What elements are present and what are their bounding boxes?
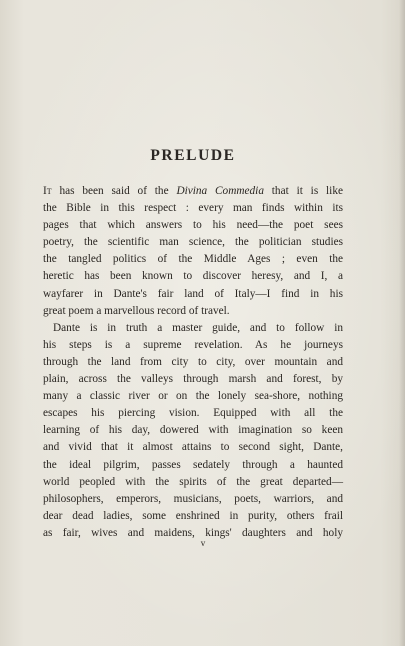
page-title: PRELUDE [150,147,236,164]
text-line: his steps is a supreme revelation. As he journeys [43,338,343,351]
drop-cap: It [43,185,52,197]
text-line: and vivid that it almost attains to second sight, Dante, [43,441,343,454]
text-line: the Bible in this respect : every man finds within its [43,202,343,215]
text-fragment: that it is like [263,185,343,197]
text-line: poetry, the scientific man science, the politician studies [43,236,343,249]
page-content [43,146,343,542]
text-line: great poem a marvellous record of travel. [43,304,230,317]
text-line: as fair, wives and maidens, kings' daughters and holy [43,526,343,539]
text-line: the ideal pilgrim, passes sedately through a haunted [43,458,343,471]
text-line: dear dead ladies, some enshrined in purity, others frail [43,509,343,522]
text-line: philosophers, emperors, musicians, poets, warriors, and [43,492,343,505]
text-line: escapes his piercing vision. Equipped with all the [43,407,343,420]
text-line: Dante is in truth a master guide, and to follow in [53,321,343,334]
text-fragment: has been said of the [51,185,177,197]
text-line: plain, across the valleys through marsh and forest, by [43,373,343,386]
text-line: heretic has been known to discover heresy, and I, a [43,270,343,283]
text-line: through the land from city to city, over mountain and [43,355,343,368]
text-line [43,183,343,200]
page-edge-shadow [399,0,405,646]
text-line: wayfarer in Dante's fair land of Italy—I find in his [43,287,343,300]
text-line: learning of his day, dowered with imagination so keen [43,424,343,437]
text-line: pages that which answers to his need—the poet sees [43,219,343,232]
text-line: world peopled with the spirits of the great departed— [43,475,343,488]
page-number: v [200,538,206,548]
text-line: the tangled politics of the Middle Ages ; even the [43,253,343,266]
book-title-italic: Divina Commedia [176,185,264,197]
text-line: many a classic river or on the lonely sea-shore, nothing [43,390,343,403]
body-text [43,183,343,542]
